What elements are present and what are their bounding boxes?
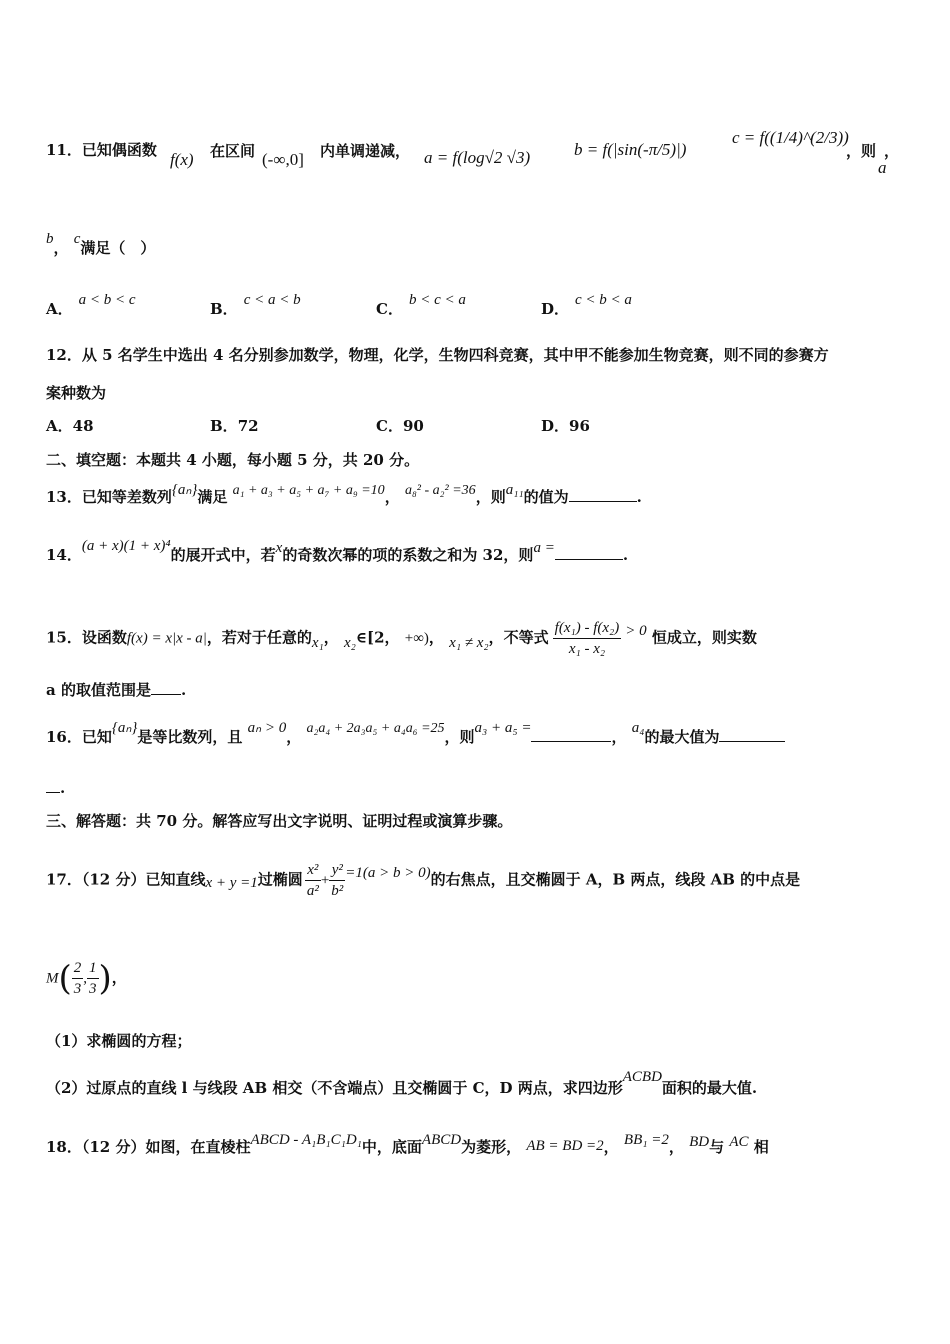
q11-number: 11． <box>46 141 82 159</box>
q13: 13．已知等差数列{aₙ}满足 a₁ + a₃ + a₅ + a₇ + a₉ =10， a₈² - a₂² =36，则a₁₁的值为 . <box>46 482 642 506</box>
q16-line1: 16．已知{aₙ}是等比数列，且 aₙ > 0， a₂a₄ + 2a₃a₅ + a₄a₆ =25，则a₃ + a₅ = ， a₄的最大值为 <box>46 727 904 749</box>
q17-part-2: （2）过原点的直线 l 与线段 AB 相交（不含端点）且交椭圆于 C，D 两点，求四边形ACBD面积的最大值. <box>46 1069 758 1097</box>
q16-answer-blank-1[interactable] <box>531 727 611 742</box>
q12-option-a[interactable]: A．48 <box>46 417 94 435</box>
q16-line2: . <box>46 778 904 798</box>
q12-line2: 案种数为 <box>46 384 107 402</box>
q12-option-d[interactable]: D．96 <box>541 417 590 435</box>
q12-option-c[interactable]: C．90 <box>376 417 424 435</box>
q11-option-c[interactable]: C． b < c < a <box>376 292 466 318</box>
q15-line1: 15．设函数f(x) = x|x - a|，若对于任意的x₁， x₂∈[2， +∞)， x₁ ≠ x₂，不等式 $\frac{\text{f(x₁) - f(x₂)}}{\text{x₁ - x₂}}$ > 0 恒成立，则实数 <box>46 620 757 657</box>
q18-line1: 18．（12 分）如图，在直棱柱ABCD - A₁B₁C₁D₁中，底面ABCD为菱形， AB = BD =2， BB₁ =2， BD与 AC 相 <box>46 1132 769 1156</box>
q11-option-a[interactable]: A． a < b < c <box>46 292 136 318</box>
q15-answer-blank[interactable] <box>151 680 181 695</box>
q17-part-1: （1）求椭圆的方程； <box>46 1032 192 1050</box>
q17-midpoint: M( $\frac{2}{3}$ , $\frac{1}{3}$ )， <box>46 958 127 999</box>
q11-a-def: a = f(log√2 √3) <box>424 148 531 167</box>
q11-fx: f(x) <box>170 150 194 169</box>
q14: 14．(a + x)(1 + x)⁴的展开式中，若x的奇数次幂的项的系数之和为 32，则a = . <box>46 538 629 564</box>
q15-line2: a 的取值范围是 . <box>46 681 187 699</box>
section-3-heading: 三、解答题：共 70 分。解答应写出文字说明、证明过程或演算步骤。 <box>46 812 513 830</box>
q11-line1: 11．已知偶函数 <box>46 141 157 159</box>
q11-option-b[interactable]: B． c < a < b <box>210 292 301 318</box>
q11-line2: b， c满足（ ） <box>46 231 156 257</box>
q16-answer-blank-2[interactable] <box>719 727 785 742</box>
q12-option-b[interactable]: B．72 <box>210 417 259 435</box>
q17-line1: 17．（12 分）已知直线x + y =1过椭圆 $\frac{\text{x²}}{\text{a²}}$ + $\frac{\text{y²}}{\text{b²}}$ =1(a > b > 0)的右焦点，且交椭圆于 A，B 两点，线段 AB 的中点是 <box>46 862 801 899</box>
section-2-heading: 二、填空题：本题共 4 小题，每小题 5 分，共 20 分。 <box>46 451 420 469</box>
q12-line1: 12．从 5 名学生中选出 4 名分别参加数学，物理，化学，生物四科竞赛，其中甲不能参加生物竞赛，则不同的参赛方 <box>46 346 829 364</box>
q13-answer-blank[interactable] <box>569 487 637 502</box>
q11-b-def: b = f(|sin(-π/5)|) <box>574 140 687 159</box>
q11-c-def: c = f((1/4)^(2/3)) <box>732 128 849 147</box>
q11-interval: (-∞,0] <box>262 150 304 169</box>
q14-answer-blank[interactable] <box>555 545 623 560</box>
q11-option-d[interactable]: D． c < b < a <box>541 292 632 318</box>
